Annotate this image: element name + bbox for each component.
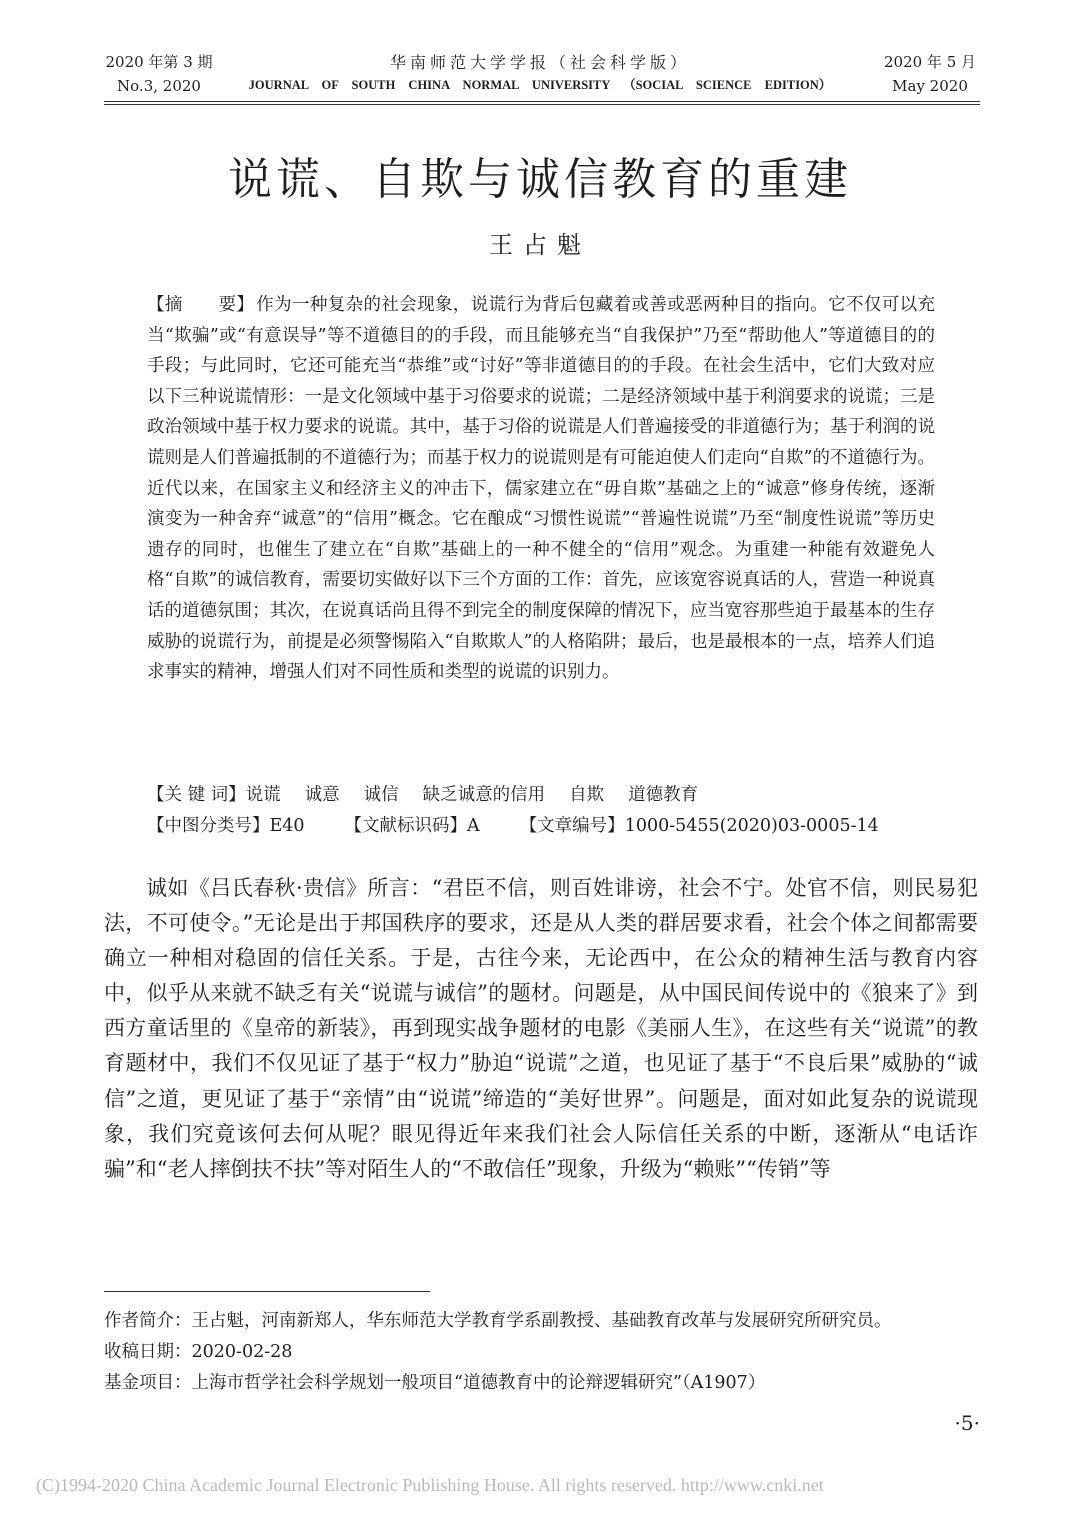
journal-name-cn: 华南师范大学学报（社会科学版） [389,53,690,72]
issue-en: No.3, 2020 [117,77,201,95]
body-paragraph: 诚如《吕氏春秋·贵信》所言：“君臣不信，则百姓诽谤，社会不宁。处官不信，则民易犯法，不可使令。”无论是出于邦国秩序的要求，还是从人类的群居要求看，社会个体之间都需要确立一种相对稳固的信任关系。于是，古往今来，无论西中，在公众的精神生活与教育内容中，似乎从来就不缺乏有关“说谎与诚信”的题材。问题是，从中国民间传说中的《狼来了》到西方童话里的《皇帝的新装》，再到现实战争题材的电影《美丽人生》，在这些有关“说谎”的教育题材中，我们不仅见证了基于“权力”胁迫“说谎”之道，也见证了基于“不良后果”威胁的“诚信”之道，更见证了基于“亲情”由“说谎”缔造的“美好世界”。问题是，面对如此复杂的说谎现象，我们究竟该何去何从呢？眼见得近年来我们社会人际信任关系的中断，逐渐从“电话诈骗”和“老人摔倒扶不扶”等对陌生人的“不敢信任”现象，升级为“赖账”“传销”等 [104,876,978,1181]
keyword: 诚意 [304,785,340,805]
footnote-rule [104,1291,430,1292]
article-number-label: 【文章编号】 [519,816,625,836]
keyword: 诚信 [363,785,399,805]
abstract-text: 作为一种复杂的社会现象，说谎行为背后包藏着或善或恶两种目的指向。它不仅可以充当“欺骗”或“有意误导”等不道德目的的手段，而且能够充当“自我保护”乃至“帮助他人”等道德目的的手段；与此同时，它还可能充当“恭维”或“讨好”等非道德目的的手段。在社会生活中，它们大致对应以下三种说谎情形：一是文化领域中基于习俗要求的说谎；二是经济领域中基于利润要求的说谎；三是政治领域中基于权力要求的说谎。其中，基于习俗的说谎是人们普遍接受的非道德行为；基于利润的说谎则是人们普遍抵制的不道德行为；而基于权力的说谎则是有可能迫使人们走向“自欺”的不道德行为。近代以来，在国家主义和经济主义的冲击下，儒家建立在“毋自欺”基础之上的“诚意”修身传统，逐渐演变为一种舍弃“诚意”的“信用”概念。它在酿成“习惯性说谎”“普遍性说谎”乃至“制度性说谎”等历史遗存的同时，也催生了建立在“自欺”基础上的一种不健全的“信用”观念。为重建一种能有效避免人格“自欺”的诚信教育，需要切实做好以下三个方面的工作：首先，应该宽容说真话的人，营造一种说真话的道德氛围；其次，在说真话尚且得不到完全的制度保障的情况下，应当宽容那些迫于最基本的生存威胁的说谎行为，前提是必须警惕陷入“自欺欺人”的人格陷阱；最后，也是最根本的一点，培养人们追求事实的精神，增强人们对不同性质和类型的说谎的识别力。 [147,295,935,683]
page-number: ·5· [954,1411,980,1435]
fund-info: 基金项目：上海市哲学社会科学规划一般项目“道德教育中的论辩逻辑研究”（A1907） [104,1373,766,1393]
keyword: 说谎 [245,785,281,805]
keyword: 道德教育 [628,785,699,805]
author-bio: 作者简介：王占魁，河南新郑人，华东师范大学教育学系副教授、基础教育改革与发展研究所研究员。 [104,1311,892,1331]
header-rule [104,101,980,102]
copyright-watermark: (C)1994-2020 China Academic Journal Electronic Publishing House. All rights reserved. http://www.cnki.net [36,1475,824,1495]
clc-value: E40 [269,816,305,836]
journal-header [214,52,866,96]
keywords [147,780,935,810]
doc-code-label: 【文献标识码】 [344,816,468,836]
journal-name-en: JOURNAL OF SOUTH CHINA NORMAL UNIVERSITY （SOCIAL SCIENCE EDITION） [248,78,832,92]
article-number-value: 1000-5455(2020)03-0005-14 [624,816,879,836]
classification-line [147,811,935,841]
keywords-label: 【关 键 词】 [147,785,246,805]
date-info [880,50,980,98]
abstract-label: 【摘 要】 [147,295,255,315]
clc-label: 【中图分类号】 [147,816,270,836]
received-date: 收稿日期：2020-02-28 [104,1342,293,1362]
doc-code-value: A [467,816,480,836]
issue-cn: 2020 年第 3 期 [105,53,213,71]
date-cn: 2020 年 5 月 [883,53,977,71]
keyword: 缺乏诚意的信用 [422,785,546,805]
abstract [147,290,935,688]
article-author: 王占魁 [489,231,591,259]
header-rule-thin [104,104,980,105]
issue-info [104,50,214,98]
date-en: May 2020 [892,77,968,95]
article-title: 说谎、自欺与诚信教育的重建 [228,154,852,205]
keyword: 自欺 [569,785,605,805]
